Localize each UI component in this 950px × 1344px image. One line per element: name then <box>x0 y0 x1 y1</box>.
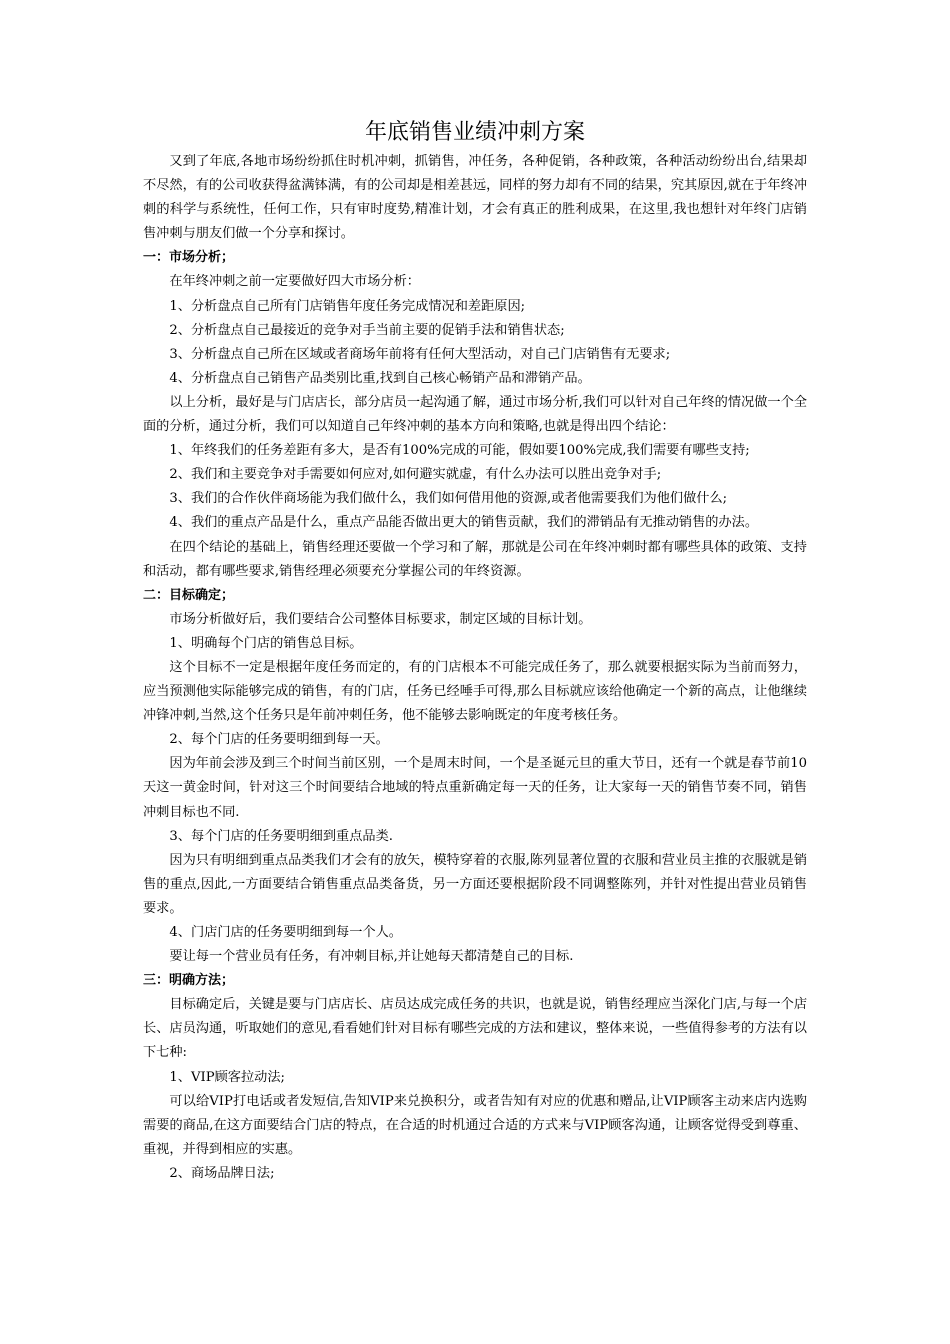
paragraph: 可以给VIP打电话或者发短信,告知VIP来兑换积分，或者告知有对应的优惠和赠品,让VIP顾客主动来店内选购需要的商品,在这方面要结合门店的特点，在合适的时机通过合适的方式来与VIP顾客沟通，让顾客觉得受到尊重、重视，并得到相应的实惠。 <box>143 1093 807 1157</box>
section-heading: 一：市场分析； <box>143 250 235 266</box>
paragraph: 目标确定后，关键是要与门店店长、店员达成完成任务的共识，也就是说，销售经理应当深化门店,与每一个店长、店员沟通，听取她们的意见,看看她们针对目标有哪些完成的方法和建议，整体来说，一些值得参考的方法有以下七种: <box>143 997 807 1061</box>
paragraph: 3、我们的合作伙伴商场能为我们做什么，我们如何借用他的资源,或者他需要我们为他们做什么; <box>169 491 728 507</box>
paragraph: 2、商场品牌日法; <box>169 1165 275 1181</box>
paragraph: 3、分析盘点自己所在区域或者商场年前将有任何大型活动，对自己门店销售有无要求; <box>169 346 671 362</box>
paragraph: 这个目标不一定是根据年度任务而定的，有的门店根本不可能完成任务了，那么就要根据实际为当前而努力，应当预测他实际能够完成的销售，有的门店，任务已经唾手可得,那么目标就应该给他确定一个新的高点，让他继续冲锋冲刺,当然,这个任务只是年前冲刺任务，他不能够去影响既定的年度考核任务。 <box>143 659 807 724</box>
paragraph: 以上分析，最好是与门店店长，部分店员一起沟通了解，通过市场分析,我们可以针对自己年终的情况做一个全面的分析，通过分析，我们可以知道自己年终冲刺的基本方向和策略,也就是得出四个结论： <box>143 394 807 435</box>
section-heading: 二：目标确定； <box>143 587 235 603</box>
paragraph: 在年终冲刺之前一定要做好四大市场分析： <box>169 274 420 290</box>
paragraph: 3、每个门店的任务要明细到重点品类. <box>169 828 393 844</box>
paragraph: 4、我们的重点产品是什么，重点产品能否做出更大的销售贡献，我们的滞销品有无推动销售的办法。 <box>169 515 759 531</box>
paragraph: 市场分析做好后，我们要结合公司整体目标要求，制定区域的目标计划。 <box>169 611 592 627</box>
paragraph: 2、每个门店的任务要明细到每一天。 <box>169 732 389 748</box>
document-title: 年底销售业绩冲刺方案 <box>364 120 585 145</box>
paragraph: 要让每一个营业员有任务，有冲刺目标,并让她每天都清楚自己的目标. <box>169 949 574 965</box>
paragraph: 在四个结论的基础上，销售经理还要做一个学习和了解，那就是公司在年终冲刺时都有哪些具体的政策、支持和活动，都有哪些要求,销售经理必须要充分掌握公司的年终资源。 <box>143 539 807 579</box>
paragraph: 又到了年底,各地市场纷纷抓住时机冲刺，抓销售，冲任务，各种促销，各种政策，各种活动纷纷出台,结果却不尽然，有的公司收获得盆满钵满，有的公司却是相差甚远，同样的努力却有不同的结果，究其原因,就在于年终冲刺的科学与系统性，任何工作，只有审时度势,精准计划，才会有真正的胜利成果，在这里,我也想针对年终门店销售冲刺与朋友们做一个分享和探讨。 <box>143 154 807 242</box>
paragraph: 4、分析盘点自己销售产品类别比重,找到自己核心畅销产品和滞销产品。 <box>169 370 591 386</box>
paragraph: 因为年前会涉及到三个时间当前区别，一个是周末时间，一个是圣诞元旦的重大节日，还有一个就是春节前10天这一黄金时间，针对这三个时间要结合地域的特点重新确定每一天的任务，让大家每一天的销售节奏不同，销售冲刺目标也不同. <box>143 756 807 820</box>
section-heading: 三：明确方法； <box>143 973 235 989</box>
paragraph: 1、分析盘点自己所有门店销售年度任务完成情况和差距原因; <box>169 298 526 314</box>
paragraph: 4、门店门店的任务要明细到每一个人。 <box>169 925 402 940</box>
paragraph: 1、明确每个门店的销售总目标。 <box>169 635 363 651</box>
paragraph: 因为只有明细到重点品类我们才会有的放矢，模特穿着的衣服,陈列显著位置的衣服和营业员主推的衣服就是销售的重点,因此,一方面要结合销售重点品类备货，另一方面还要根据阶段不同调整陈列，并针对性提出营业员销售要求。 <box>143 852 807 916</box>
paragraph: 2、分析盘点自己最接近的竞争对手当前主要的促销手法和销售状态; <box>169 322 565 338</box>
paragraph: 1、年终我们的任务差距有多大，是否有100%完成的可能，假如要100%完成,我们需要有哪些支持; <box>169 443 750 459</box>
paragraph: 2、我们和主要竞争对手需要如何应对,如何避实就虚，有什么办法可以胜出竞争对手; <box>169 467 662 483</box>
document-body <box>143 150 807 1186</box>
paragraph: 1、VIP顾客拉动法; <box>169 1069 285 1085</box>
